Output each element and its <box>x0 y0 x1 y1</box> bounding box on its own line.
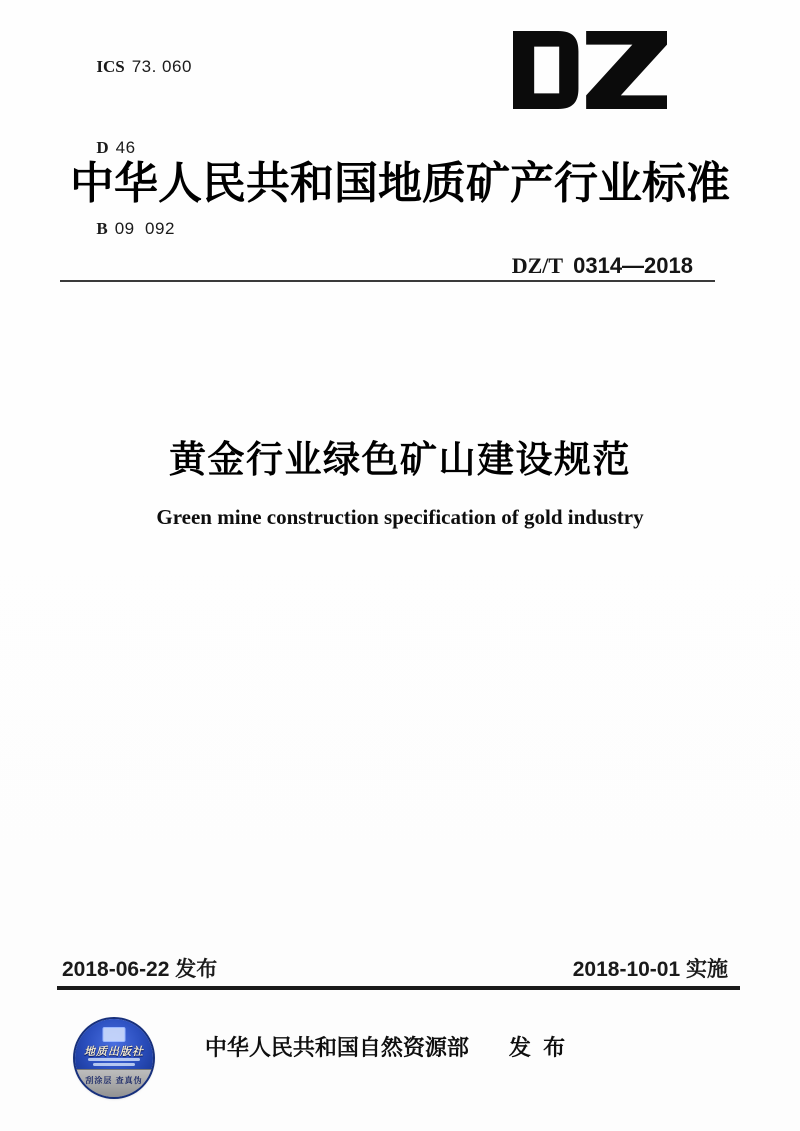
footer-rule <box>57 986 740 990</box>
seal-hologram-icon <box>103 1027 126 1042</box>
dz-logo-text <box>513 109 514 110</box>
document-title-en: Green mine construction specification of gold industry <box>156 505 644 529</box>
standard-number <box>487 227 693 305</box>
ics-value: 73. 060 <box>131 57 192 76</box>
ics-line <box>68 26 192 107</box>
dates-row <box>62 956 728 984</box>
standard-number-value: 0314—2018 <box>573 253 693 278</box>
header-rule <box>60 280 715 282</box>
anti-counterfeit-seal <box>75 1019 153 1097</box>
ics-prefix: D <box>96 138 109 157</box>
seal-smalltext-line <box>93 1063 135 1066</box>
dz-logo-icon <box>513 31 667 109</box>
publisher-name: 中华人民共和国自然资源部 <box>204 1035 469 1060</box>
standard-number-prefix: DZ/T <box>511 253 564 278</box>
publisher-line <box>205 1033 565 1063</box>
seal-smalltext-line <box>88 1058 140 1061</box>
seal-publisher-script: 地质出版社 <box>84 1046 144 1058</box>
ics-value: 46 <box>115 138 136 157</box>
implementation-date: 2018-10-01 实施 <box>572 958 728 981</box>
header-title: 中华人民共和国地质矿产行业标准 <box>70 159 730 208</box>
ics-prefix: ICS <box>96 57 125 76</box>
issue-date: 2018-06-22 发布 <box>62 958 218 981</box>
ics-value: 09 092 <box>114 219 175 238</box>
document-title-cn: 黄金行业绿色矿山建设规范 <box>169 439 631 480</box>
seal-scratch-label: 刮涂层 查真伪 <box>85 1076 143 1085</box>
ics-prefix: B <box>96 219 108 238</box>
seal-scratch-band <box>75 1069 153 1097</box>
publish-label: 发 布 <box>508 1035 566 1060</box>
